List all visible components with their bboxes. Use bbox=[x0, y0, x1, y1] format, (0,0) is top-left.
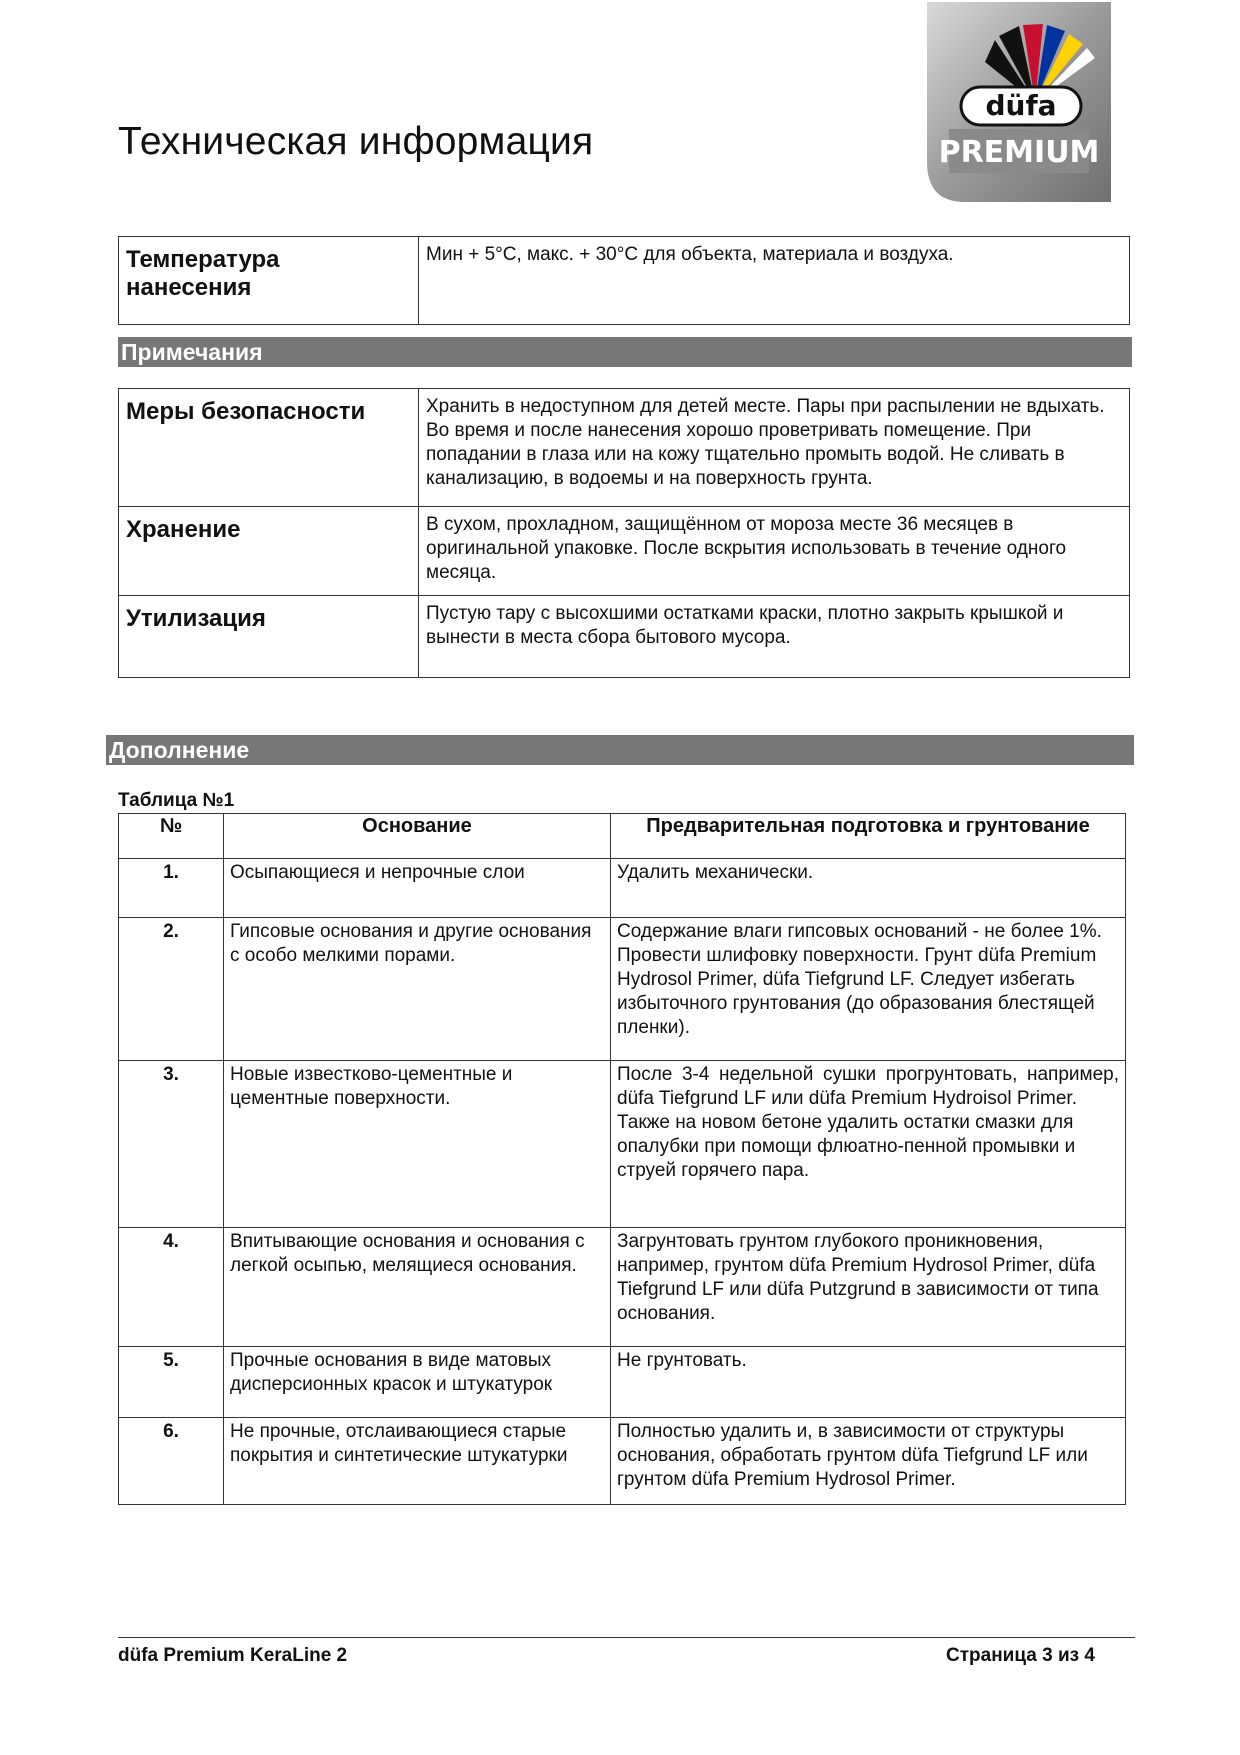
footer-product-name: düfa Premium KeraLine 2 bbox=[118, 1645, 348, 1666]
row-base: Новые известково-цементные и цементные поверхности. bbox=[224, 1061, 611, 1228]
table-row bbox=[119, 1418, 1126, 1505]
table-row bbox=[119, 237, 1130, 325]
row-preparation-extra: Также на новом бетоне удалить остатки смазки для опалубки при помощи флюатно-пенной промывки и струей горячего пара. bbox=[617, 1112, 1076, 1181]
row-number: 3. bbox=[119, 1061, 224, 1228]
row-base: Впитывающие основания и основания с легкой осыпью, мелящиеся основания. bbox=[224, 1228, 611, 1347]
table-row bbox=[119, 859, 1126, 918]
table-row bbox=[119, 1228, 1126, 1347]
table-row bbox=[119, 389, 1130, 507]
addendum-heading: Дополнение bbox=[106, 735, 1134, 765]
application-temperature-value: Мин + 5°C, макс. + 30°C для объекта, материала и воздуха. bbox=[419, 237, 1130, 325]
row-preparation: После 3-4 недельной сушки прогрунтовать, например, düfa Tiefgrund LF или düfa Premium Hydroisol Primer. bbox=[617, 1064, 1119, 1109]
table-row bbox=[119, 596, 1130, 678]
table-row bbox=[119, 507, 1130, 596]
column-header-preparation: Предварительная подготовка и грунтование bbox=[611, 814, 1126, 859]
safety-value: Хранить в недоступном для детей месте. Пары при распылении не вдыхать. Во время и после нанесения хорошо проветривать помещение. При попадании в глаза или на кожу тщательно промыть водой. Не сливать в канализацию, в водоемы и на поверхность грунта. bbox=[419, 389, 1130, 507]
row-preparation: Загрунтовать грунтом глубокого проникновения, например, грунтом düfa Premium Hydrosol Primer, düfa Tiefgrund LF или düfa Putzgrund в зависимости от типа основания. bbox=[611, 1228, 1126, 1347]
row-preparation-cell bbox=[611, 1061, 1126, 1228]
logo-brand-text: düfa bbox=[985, 89, 1057, 122]
notes-table bbox=[118, 388, 1130, 678]
notes-heading: Примечания bbox=[118, 337, 1132, 367]
row-preparation: Полностью удалить и, в зависимости от структуры основания, обработать грунтом düfa Tiefgrund LF или грунтом düfa Premium Hydrosol Primer. bbox=[611, 1418, 1126, 1505]
row-base: Не прочные, отслаивающиеся старые покрытия и синтетические штукатурки bbox=[224, 1418, 611, 1505]
row-number: 6. bbox=[119, 1418, 224, 1505]
row-base: Осыпающиеся и непрочные слои bbox=[224, 859, 611, 918]
row-preparation: Содержание влаги гипсовых оснований - не более 1%. Провести шлифовку поверхности. Грунт düfa Premium Hydrosol Primer, düfa Tiefgrund LF. Следует избегать избыточного грунтования (до образования блестящей пленки). bbox=[611, 918, 1126, 1061]
storage-value: В сухом, прохладном, защищённом от мороза месте 36 месяцев в оригинальной упаковке. После вскрытия использовать в течение одного месяца. bbox=[419, 507, 1130, 596]
brand-logo bbox=[925, 2, 1111, 202]
application-temperature-table bbox=[118, 236, 1130, 325]
logo-tier-text: PREMIUM bbox=[938, 135, 1100, 170]
row-number: 4. bbox=[119, 1228, 224, 1347]
table-row bbox=[119, 1061, 1126, 1228]
safety-label: Меры безопасности bbox=[119, 389, 419, 507]
row-number: 5. bbox=[119, 1347, 224, 1418]
table-caption: Таблица №1 bbox=[118, 790, 235, 811]
row-number: 1. bbox=[119, 859, 224, 918]
page-title: Техническая информация bbox=[118, 120, 594, 163]
table-header-row bbox=[119, 814, 1126, 859]
dufa-premium-logo-icon bbox=[925, 2, 1111, 202]
disposal-value: Пустую тару с высохшими остатками краски, плотно закрыть крышкой и вынести в места сбора бытового мусора. bbox=[419, 596, 1130, 678]
application-temperature-label: Температура нанесения bbox=[119, 237, 419, 325]
disposal-label: Утилизация bbox=[119, 596, 419, 678]
row-base: Прочные основания в виде матовых дисперсионных красок и штукатурок bbox=[224, 1347, 611, 1418]
row-preparation: Удалить механически. bbox=[611, 859, 1126, 918]
row-preparation: Не грунтовать. bbox=[611, 1347, 1126, 1418]
row-number: 2. bbox=[119, 918, 224, 1061]
storage-label: Хранение bbox=[119, 507, 419, 596]
table-row bbox=[119, 918, 1126, 1061]
preparation-table bbox=[118, 813, 1126, 1505]
footer-page-number: Страница 3 из 4 bbox=[946, 1645, 1095, 1666]
footer-divider bbox=[118, 1637, 1135, 1638]
column-header-number: № bbox=[119, 814, 224, 859]
column-header-base: Основание bbox=[224, 814, 611, 859]
table-row bbox=[119, 1347, 1126, 1418]
row-base: Гипсовые основания и другие основания с особо мелкими порами. bbox=[224, 918, 611, 1061]
